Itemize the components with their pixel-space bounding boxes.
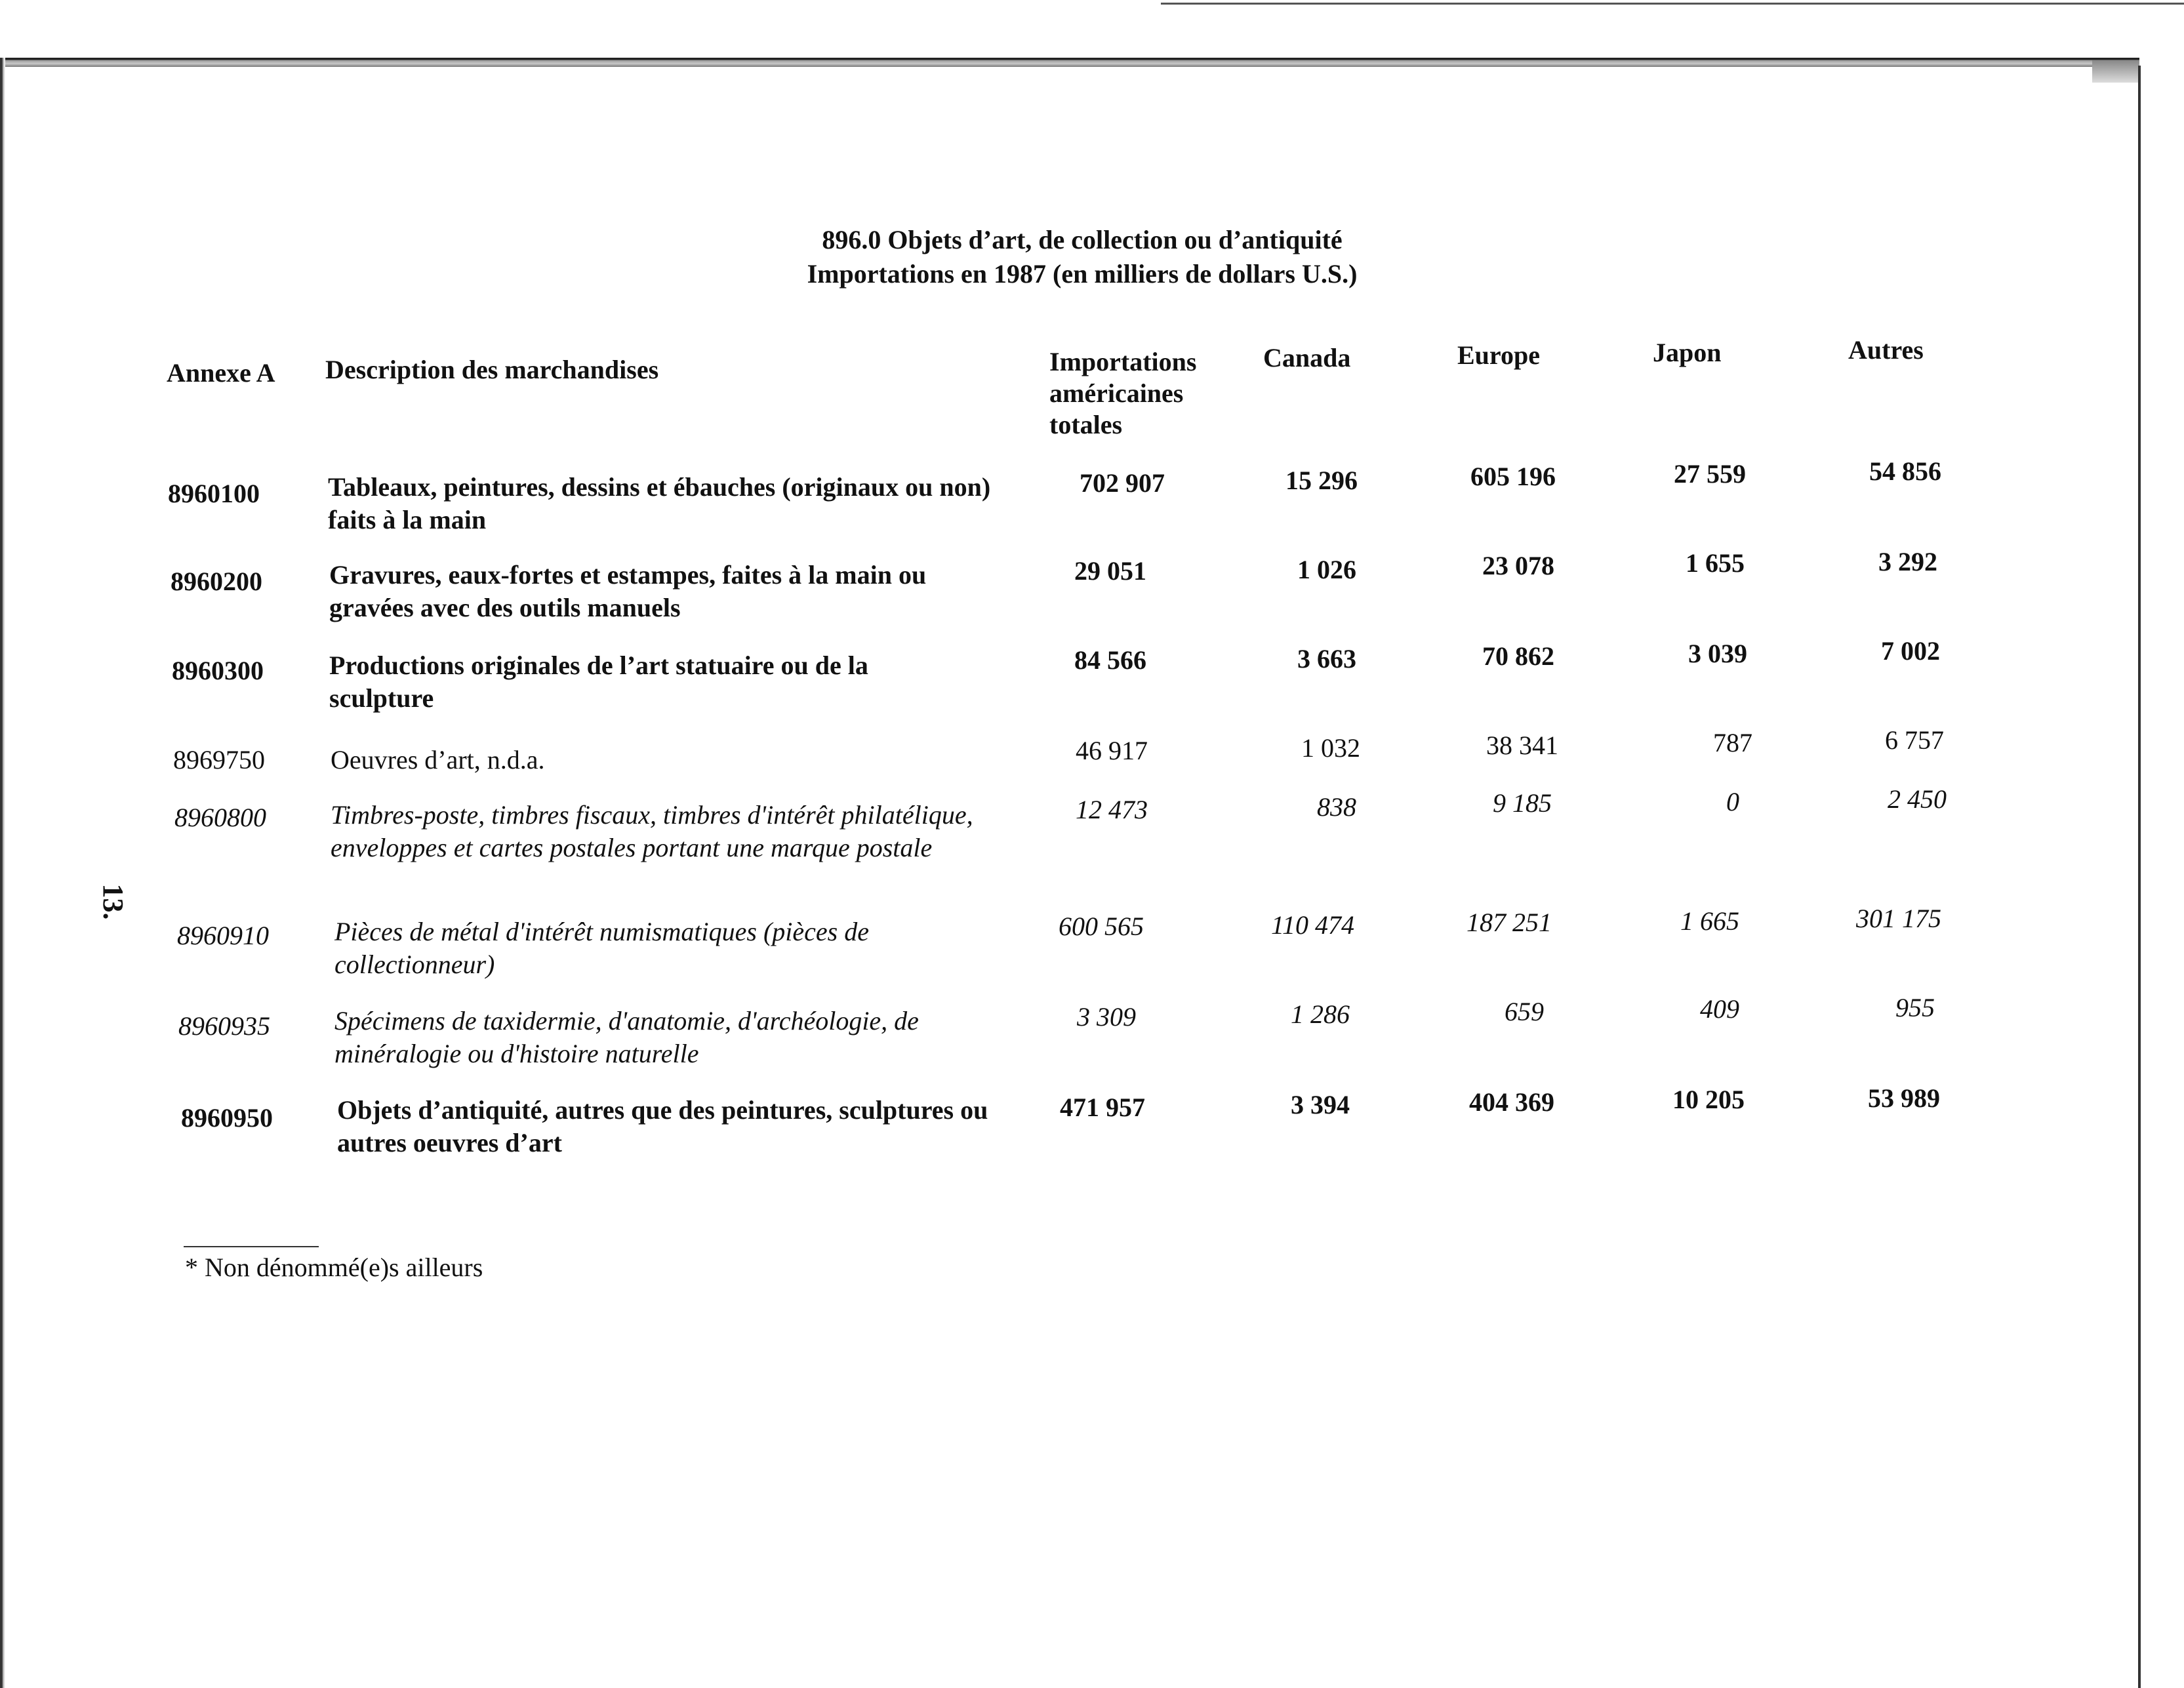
row-code: 8969750 (173, 745, 265, 774)
row-canada: 110 474 (1271, 910, 1355, 940)
row-autres: 3 292 (1878, 547, 1937, 576)
scan-border-top (0, 58, 2139, 67)
row-description: Spécimens de taxidermie, d'anatomie, d'archéologie, de minéralogie ou d'histoire naturelle (334, 1006, 919, 1068)
document-title (656, 223, 1508, 291)
row-europe: 187 251 (1466, 908, 1552, 937)
row-japon: 27 559 (1674, 459, 1746, 489)
row-description: Gravures, eaux-fortes et estampes, faites à la main ou gravées avec des outils manuels (329, 560, 927, 622)
row-code: 8960910 (177, 921, 269, 950)
row-canada: 3 394 (1291, 1090, 1350, 1119)
row-autres: 955 (1895, 993, 1935, 1022)
column-header-japon: Japon (1653, 338, 1722, 367)
row-japon: 3 039 (1688, 639, 1747, 668)
row-total: 46 917 (1076, 736, 1148, 765)
scan-top-line (1161, 3, 2184, 5)
column-header-autres: Autres (1848, 335, 1924, 365)
title-line-2: Importations en 1987 (en milliers de dollars U.S.) (807, 259, 1358, 289)
row-total: 84 566 (1074, 645, 1146, 675)
row-autres: 7 002 (1881, 636, 1940, 666)
row-autres: 53 989 (1868, 1083, 1940, 1113)
scan-border-right (2138, 66, 2141, 1688)
column-header-europe: Europe (1457, 340, 1540, 370)
row-total: 12 473 (1076, 795, 1148, 824)
footnote: * Non dénommé(e)s ailleurs (185, 1253, 483, 1282)
row-japon: 10 205 (1672, 1085, 1745, 1114)
row-europe: 659 (1505, 997, 1544, 1026)
title-line-1: 896.0 Objets d’art, de collection ou d’antiquité (822, 225, 1343, 254)
row-canada: 15 296 (1285, 466, 1358, 495)
row-europe: 38 341 (1486, 731, 1558, 760)
row-total: 3 309 (1077, 1002, 1136, 1032)
row-autres: 301 175 (1856, 904, 1941, 933)
scan-border-corner (2092, 60, 2139, 83)
row-europe: 23 078 (1482, 551, 1554, 580)
row-description: Timbres-poste, timbres fiscaux, timbres d'intérêt philatélique, enveloppes et cartes postales portant une marque postale (331, 800, 973, 862)
row-europe: 404 369 (1469, 1087, 1554, 1117)
row-total: 471 957 (1060, 1093, 1145, 1122)
column-header-description: Description des marchandises (325, 355, 659, 384)
row-japon: 1 655 (1686, 548, 1745, 578)
row-canada: 1 286 (1291, 999, 1350, 1029)
row-autres: 54 856 (1869, 456, 1941, 486)
row-description: Objets d’antiquité, autres que des peintures, sculptures ou autres oeuvres d’art (337, 1095, 988, 1157)
row-canada: 838 (1317, 792, 1356, 822)
footnote-rule (184, 1246, 319, 1247)
row-canada: 1 026 (1297, 555, 1356, 584)
row-description: Oeuvres d’art, n.d.a. (331, 745, 545, 774)
page-number: 13. (97, 883, 129, 920)
row-europe: 70 862 (1482, 641, 1554, 671)
row-code: 8960935 (178, 1011, 270, 1041)
column-header-annexe: Annexe A (167, 358, 275, 388)
row-description: Pièces de métal d'intérêt numismatiques (pièces de collectionneur) (334, 917, 869, 979)
row-code: 8960800 (174, 803, 266, 832)
row-code: 8960200 (171, 567, 262, 596)
row-description: Productions originales de l’art statuaire ou de la sculpture (329, 651, 868, 713)
row-japon: 0 (1726, 787, 1739, 816)
row-total: 600 565 (1059, 912, 1144, 941)
row-total: 702 907 (1080, 468, 1165, 498)
row-code: 8960300 (172, 656, 264, 685)
row-code: 8960950 (181, 1103, 273, 1133)
column-header-total: Importations américaines totales (1049, 347, 1197, 439)
row-canada: 1 032 (1301, 733, 1360, 763)
row-japon: 1 665 (1680, 906, 1739, 936)
row-japon: 787 (1713, 728, 1752, 757)
row-japon: 409 (1700, 994, 1739, 1024)
row-autres: 6 757 (1885, 725, 1944, 755)
row-autres: 2 450 (1888, 784, 1947, 814)
scan-border-left (0, 58, 5, 1688)
row-europe: 605 196 (1470, 462, 1556, 491)
row-total: 29 051 (1074, 556, 1146, 586)
row-description: Tableaux, peintures, dessins et ébauches (originaux ou non) faits à la main (328, 472, 991, 534)
row-canada: 3 663 (1297, 644, 1356, 673)
row-code: 8960100 (168, 479, 260, 508)
row-europe: 9 185 (1493, 788, 1552, 818)
column-header-canada: Canada (1263, 343, 1351, 372)
